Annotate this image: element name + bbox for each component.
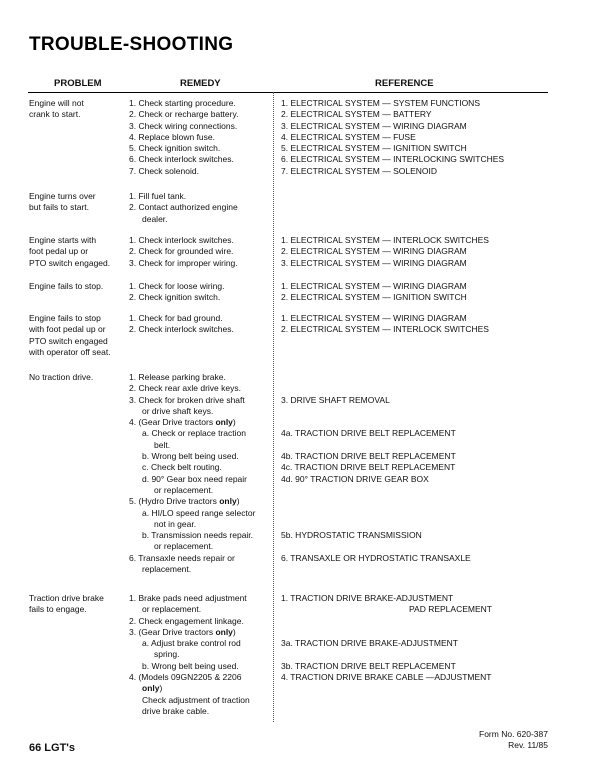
remedy-step: 1. Release parking brake. (129, 372, 226, 382)
reference-entry: 2. ELECTRICAL SYSTEM — WIRING DIAGRAM (281, 246, 467, 257)
problem-text: No traction drive. (29, 372, 94, 382)
remedy-step: 5. Check ignition switch. (129, 143, 221, 154)
remedy-cell (129, 372, 271, 575)
reference-cell (281, 313, 551, 336)
remedy-step: 1. Check starting procedure. (129, 98, 236, 108)
remedy-step: or replacement. (154, 484, 214, 495)
problem-text: fails to engage. (29, 604, 87, 615)
reference-entry: 4a. TRACTION DRIVE BELT REPLACEMENT (281, 428, 456, 439)
remedy-step: a. HI/LO speed range selector (142, 507, 256, 518)
reference-entry: 2. ELECTRICAL SYSTEM — IGNITION SWITCH (281, 292, 467, 303)
reference-entry: 1. ELECTRICAL SYSTEM — INTERLOCK SWITCHES (281, 235, 489, 245)
reference-entry: 4d. 90° TRACTION DRIVE GEAR BOX (281, 473, 429, 484)
remedy-step: dealer. (142, 213, 168, 224)
reference-cell (281, 235, 551, 269)
problem-cell (29, 313, 121, 358)
page-number: 66 LGT's (29, 742, 76, 754)
problem-cell (29, 235, 121, 269)
reference-entry (281, 485, 551, 496)
remedy-step: or drive shaft keys. (142, 405, 214, 416)
reference-cell (281, 281, 551, 304)
remedy-step: b. Transmission needs repair. (142, 530, 254, 541)
reference-entry: 3. ELECTRICAL SYSTEM — WIRING DIAGRAM (281, 257, 467, 268)
header-problem: PROBLEM (54, 78, 102, 89)
reference-cell (281, 372, 551, 575)
remedy-step: 4. (Gear Drive tractors only) (129, 417, 236, 428)
remedy-step: 2. Check for grounded wire. (129, 246, 234, 257)
remedy-step: 5. (Hydro Drive tractors only) (129, 496, 240, 507)
reference-entry: 4c. TRACTION DRIVE BELT REPLACEMENT (281, 462, 456, 473)
remedy-step: 7. Check solenoid. (129, 165, 199, 176)
problem-text: PTO switch engaged (29, 335, 108, 346)
reference-entry (281, 496, 551, 507)
reference-entry: 1. ELECTRICAL SYSTEM — WIRING DIAGRAM (281, 281, 467, 291)
remedy-step: not in gear. (154, 518, 197, 529)
reference-entry: 5b. HYDROSTATIC TRANSMISSION (281, 530, 422, 541)
remedy-cell (129, 281, 271, 304)
remedy-step: 2. Check or recharge battery. (129, 109, 239, 120)
remedy-step: or replacement. (154, 541, 214, 552)
reference-entry (281, 649, 551, 660)
reference-entry: 1. ELECTRICAL SYSTEM — WIRING DIAGRAM (281, 313, 467, 323)
page-title: TROUBLE-SHOOTING (29, 34, 234, 55)
remedy-step: 3. Check for improper wiring. (129, 257, 238, 268)
remedy-step: c. Check belt routing. (142, 462, 222, 473)
problem-cell (29, 281, 121, 292)
remedy-step: 1. Check interlock switches. (129, 235, 234, 245)
remedy-cell (129, 235, 271, 269)
remedy-step: 3. Check for broken drive shaft (129, 394, 245, 405)
column-divider (273, 92, 274, 722)
reference-entry: 3. DRIVE SHAFT REMOVAL (281, 394, 390, 405)
remedy-step: d. 90° Gear box need repair (142, 473, 247, 484)
problem-text: Traction drive brake (29, 593, 104, 603)
reference-entry: 6. ELECTRICAL SYSTEM — INTERLOCKING SWITCHES (281, 154, 505, 165)
remedy-step: belt. (154, 439, 171, 450)
remedy-step: a. Adjust brake control rod (142, 638, 241, 649)
reference-entry (281, 440, 551, 451)
header-rule (28, 92, 548, 93)
problem-text: Engine turns over (29, 191, 96, 201)
remedy-step: Check adjustment of traction (142, 694, 250, 705)
problem-text: PTO switch engaged. (29, 257, 111, 268)
reference-entry: 7. ELECTRICAL SYSTEM — SOLENOID (281, 165, 438, 176)
reference-entry (281, 372, 551, 383)
reference-entry (281, 383, 551, 394)
reference-entry (281, 616, 551, 627)
reference-entry (281, 541, 551, 552)
reference-entry: PAD REPLACEMENT (409, 604, 492, 615)
reference-entry: 1. TRACTION DRIVE BRAKE-ADJUSTMENT (281, 593, 454, 603)
reference-entry: 4. TRACTION DRIVE BRAKE CABLE —ADJUSTMENT (281, 672, 492, 683)
reference-entry: 1. ELECTRICAL SYSTEM — SYSTEM FUNCTIONS (281, 98, 480, 108)
remedy-step: 2. Check engagement linkage. (129, 615, 244, 626)
reference-entry (281, 508, 551, 519)
reference-cell (281, 98, 551, 177)
problem-text: but fails to start. (29, 202, 89, 213)
remedy-step: 1. Brake pads need adjustment (129, 593, 247, 603)
reference-entry: 3a. TRACTION DRIVE BRAKE-ADJUSTMENT (281, 638, 458, 649)
problem-text: crank to start. (29, 109, 81, 120)
reference-entry (281, 406, 551, 417)
reference-entry: 2. ELECTRICAL SYSTEM — BATTERY (281, 109, 432, 120)
remedy-step: drive brake cable. (142, 705, 210, 716)
reference-entry: 6. TRANSAXLE OR HYDROSTATIC TRANSAXLE (281, 552, 471, 563)
remedy-step: 2. Contact authorized engine (129, 202, 238, 213)
remedy-cell (129, 593, 271, 717)
form-number: Form No. 620-387 (479, 729, 548, 739)
reference-entry: 3b. TRACTION DRIVE BELT REPLACEMENT (281, 660, 456, 671)
reference-entry: 5. ELECTRICAL SYSTEM — IGNITION SWITCH (281, 143, 467, 154)
remedy-step: 1. Check for loose wiring. (129, 281, 225, 291)
remedy-cell (129, 98, 271, 177)
reference-entry (281, 564, 551, 575)
reference-entry: 4. ELECTRICAL SYSTEM — FUSE (281, 131, 416, 142)
header-remedy: REMEDY (180, 78, 221, 89)
remedy-step: or replacement. (142, 604, 202, 615)
remedy-step: 2. Check interlock switches. (129, 324, 234, 335)
remedy-step: 6. Check interlock switches. (129, 154, 234, 165)
problem-text: Engine will not (29, 98, 84, 108)
remedy-step: 3. Check wiring connections. (129, 120, 238, 131)
remedy-step: 4. (Models 09GN2205 & 2206 (129, 672, 242, 683)
problem-text: with operator off seat. (29, 346, 111, 357)
problem-text: Engine fails to stop. (29, 281, 104, 291)
header-reference: REFERENCE (375, 78, 434, 89)
remedy-step: 4. Replace blown fuse. (129, 131, 215, 142)
problem-text: with foot pedal up or (29, 324, 106, 335)
remedy-cell (129, 191, 271, 225)
problem-cell (29, 593, 121, 616)
revision: Rev. 11/85 (508, 740, 548, 750)
form-info (472, 729, 548, 751)
problem-text: Engine fails to stop (29, 313, 101, 323)
remedy-step: 1. Check for bad ground. (129, 313, 223, 323)
problem-text: foot pedal up or (29, 246, 89, 257)
problem-cell (29, 98, 121, 121)
problem-text: Engine starts with (29, 235, 97, 245)
remedy-step: replacement. (142, 564, 192, 575)
reference-cell (281, 593, 551, 683)
remedy-step: b. Wrong belt being used. (142, 451, 239, 462)
remedy-step: spring. (154, 649, 180, 660)
remedy-step: a. Check or replace traction (142, 428, 246, 439)
remedy-step: only) (142, 683, 163, 694)
remedy-step: 2. Check ignition switch. (129, 292, 221, 303)
reference-entry (281, 519, 551, 530)
reference-entry (281, 417, 551, 428)
reference-entry: 2. ELECTRICAL SYSTEM — INTERLOCK SWITCHES (281, 324, 489, 335)
remedy-step: b. Wrong belt being used. (142, 660, 239, 671)
remedy-step: 6. Transaxle needs repair or (129, 552, 235, 563)
remedy-step: 2. Check rear axle drive keys. (129, 383, 241, 394)
reference-entry: 3. ELECTRICAL SYSTEM — WIRING DIAGRAM (281, 120, 467, 131)
remedy-cell (129, 313, 271, 336)
reference-entry (281, 627, 551, 638)
remedy-step: 1. Fill fuel tank. (129, 191, 187, 201)
remedy-step: 3. (Gear Drive tractors only) (129, 626, 236, 637)
problem-cell (29, 372, 121, 383)
problem-cell (29, 191, 121, 214)
reference-entry: 4b. TRACTION DRIVE BELT REPLACEMENT (281, 451, 456, 462)
